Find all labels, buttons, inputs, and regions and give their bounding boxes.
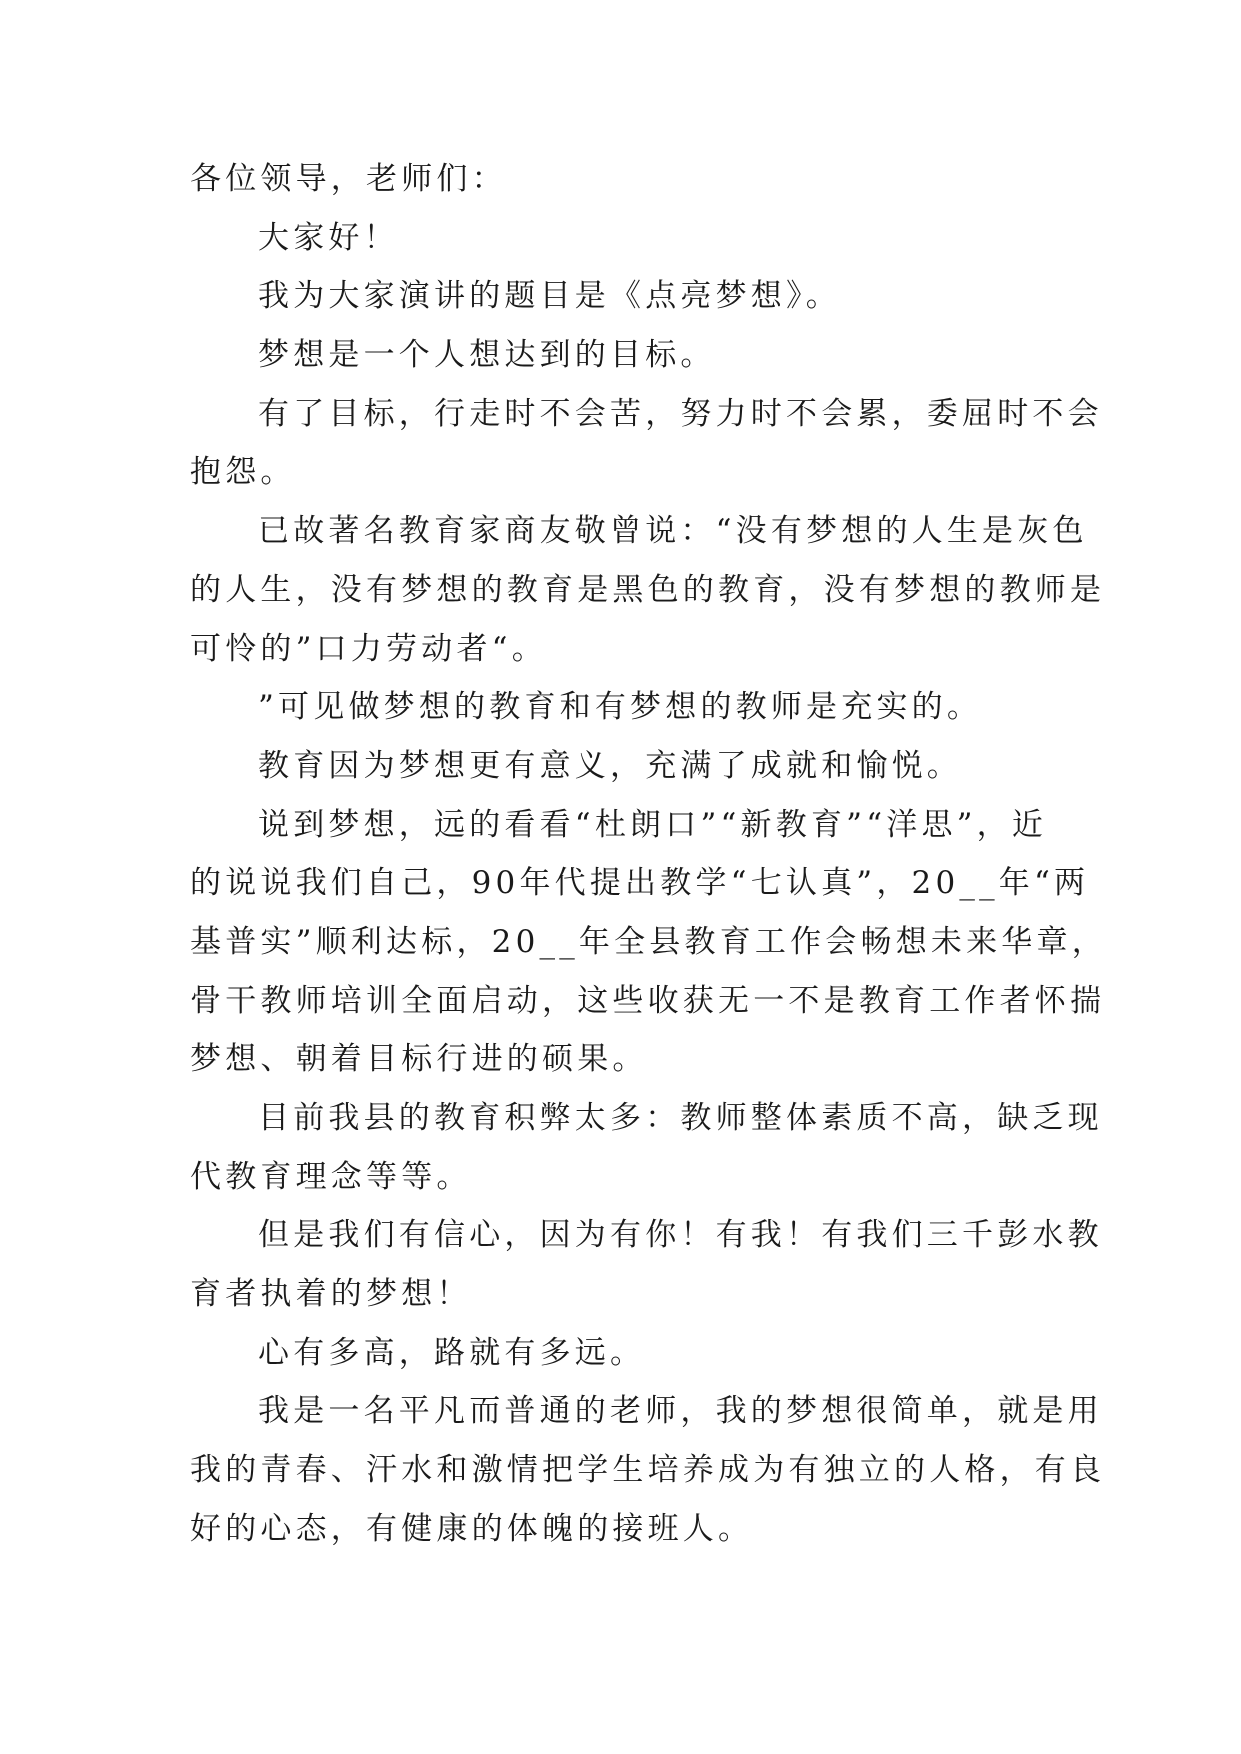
text-line: 好的心态，有健康的体魄的接班人。: [190, 1510, 754, 1547]
text-line: 我的青春、汗水和激情把学生培养成为有独立的人格，有良: [190, 1452, 1106, 1489]
text-line: 我是一名平凡而普通的老师，我的梦想很简单，就是用: [258, 1393, 1103, 1430]
text-line: 各位领导，老师们：: [190, 161, 507, 197]
text-line: 目前我县的教育积弊太多：教师整体素质不高，缺乏现: [258, 1100, 1103, 1136]
text-line: 育者执着的梦想！: [190, 1276, 472, 1313]
text-line: 基普实”顺利达标，20__年全县教育工作会畅想未来华章，: [190, 923, 1107, 960]
document-body: [190, 150, 1107, 1559]
text-line: 教育因为梦想更有意义，充满了成就和愉悦。: [258, 747, 962, 784]
text-line: 心有多高，路就有多远。: [258, 1334, 646, 1371]
text-line: 说到梦想，远的看看“杜朗口”“新教育”“洋思”，近: [258, 806, 1048, 843]
text-line: 的说说我们自己，90年代提出教学“七认真”，20__年“两: [190, 865, 1090, 902]
text-line: 梦想是一个人想达到的目标。: [258, 337, 716, 374]
text-line: 但是我们有信心，因为有你！有我！有我们三千彭水教: [258, 1217, 1103, 1254]
text-line: 已故著名教育家商友敬曾说：“没有梦想的人生是灰色: [258, 513, 1088, 550]
text-line: 可怜的”口力劳动者“。: [190, 630, 547, 667]
text-line: ”可见做梦想的教育和有梦想的教师是充实的。: [258, 689, 983, 726]
text-line: 的人生，没有梦想的教育是黑色的教育，没有梦想的教师是: [190, 571, 1106, 608]
text-line: 骨干教师培训全面启动，这些收获无一不是教育工作者怀揣: [190, 982, 1106, 1019]
text-line: 我为大家演讲的题目是《点亮梦想》。: [258, 278, 841, 315]
text-line: 代教育理念等等。: [190, 1158, 472, 1195]
text-line: 抱怨。: [190, 454, 296, 491]
text-line: 有了目标，行走时不会苦，努力时不会累，委屈时不会: [258, 395, 1103, 432]
text-line: 大家好！: [258, 219, 399, 256]
text-line: 梦想、朝着目标行进的硕果。: [190, 1041, 648, 1078]
